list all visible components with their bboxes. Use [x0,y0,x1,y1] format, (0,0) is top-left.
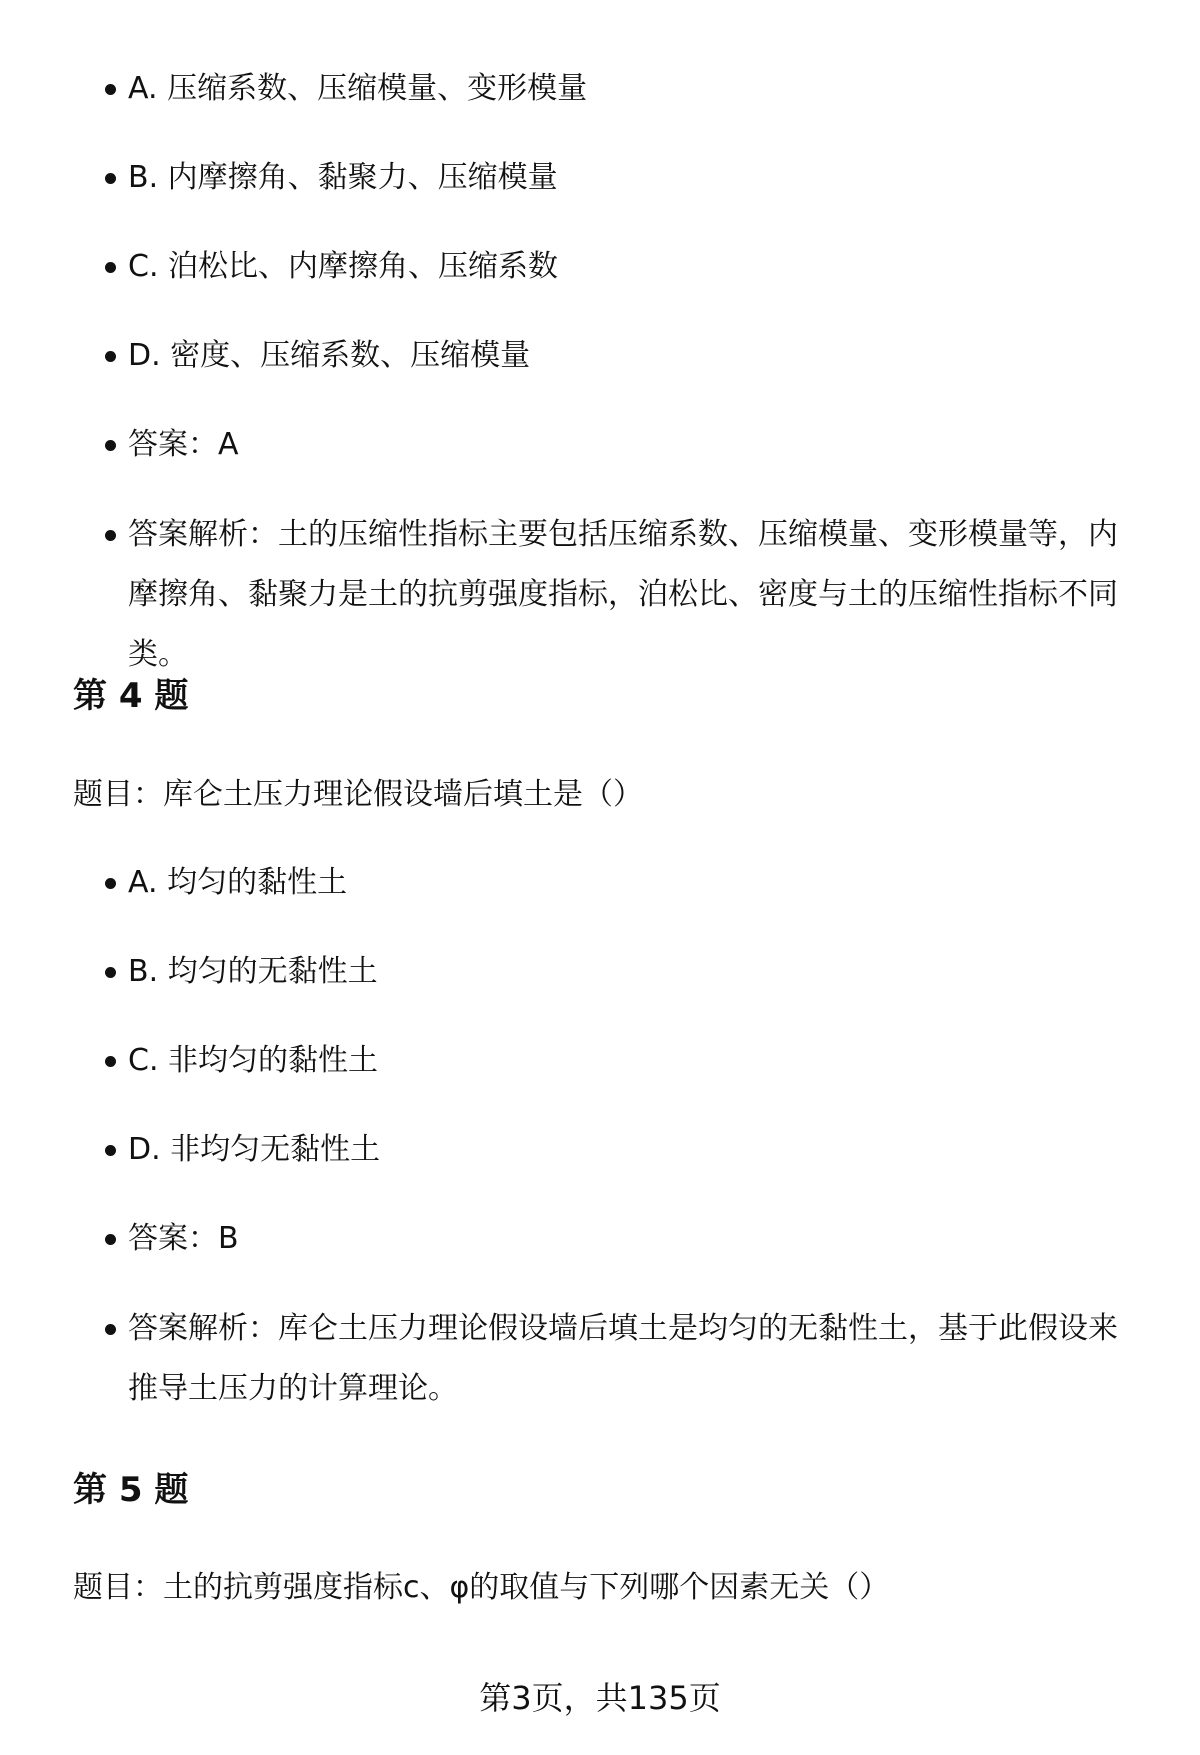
bullet-icon [105,440,116,451]
q4-option-c [128,1031,1143,1091]
q4-option-d-text: D. 非均匀无黏性土 [128,1132,381,1167]
q3-answer [128,415,1143,475]
bullet-icon [105,1234,116,1245]
bullet-icon [105,262,116,273]
page-footer: 第3页，共135页 [479,1679,721,1717]
bullet-icon [105,84,116,95]
q3-option-b [128,148,1143,208]
q5-heading: 第 5 题 [73,1470,189,1510]
q4-answer [128,1209,1143,1269]
q4-heading: 第 4 题 [73,676,189,716]
bullet-icon [105,530,116,541]
q4-answer-text: 答案：B [128,1221,239,1256]
bullet-icon [105,878,116,889]
q3-option-a-text: A. 压缩系数、压缩模量、变形模量 [128,71,588,106]
q3-option-a [128,59,1143,119]
q4-option-a [128,853,1143,913]
q3-option-c [128,237,1143,297]
q3-option-b-text: B. 内摩擦角、黏聚力、压缩模量 [128,160,558,195]
bullet-icon [105,1056,116,1067]
q3-explanation-text: 答案解析：土的压缩性指标主要包括压缩系数、压缩模量、变形模量等，内摩擦角、黏聚力是土的抗剪强度指标，泊松比、密度与土的压缩性指标不同类。 [128,517,1118,672]
q4-option-a-text: A. 均匀的黏性土 [128,865,348,900]
q5-stem: 题目：土的抗剪强度指标c、φ的取值与下列哪个因素无关（） [73,1570,890,1605]
bullet-icon [105,173,116,184]
q3-option-d-text: D. 密度、压缩系数、压缩模量 [128,338,531,373]
bullet-icon [105,967,116,978]
bullet-icon [105,1145,116,1156]
q4-explanation [128,1299,1143,1419]
bullet-icon [105,1324,116,1335]
q4-option-b-text: B. 均匀的无黏性土 [128,954,378,989]
q3-answer-text: 答案：A [128,427,239,462]
bullet-icon [105,351,116,362]
q3-option-d [128,326,1143,386]
q4-option-c-text: C. 非均匀的黏性土 [128,1043,379,1078]
q4-option-d [128,1120,1143,1180]
q4-option-b [128,942,1143,1002]
q4-explanation-text: 答案解析：库仑土压力理论假设墙后填土是均匀的无黏性土，基于此假设来推导土压力的计算理论。 [128,1311,1118,1406]
q4-stem: 题目：库仑土压力理论假设墙后填土是（） [73,777,643,812]
q3-explanation [128,505,1143,685]
q3-option-c-text: C. 泊松比、内摩擦角、压缩系数 [128,249,559,284]
